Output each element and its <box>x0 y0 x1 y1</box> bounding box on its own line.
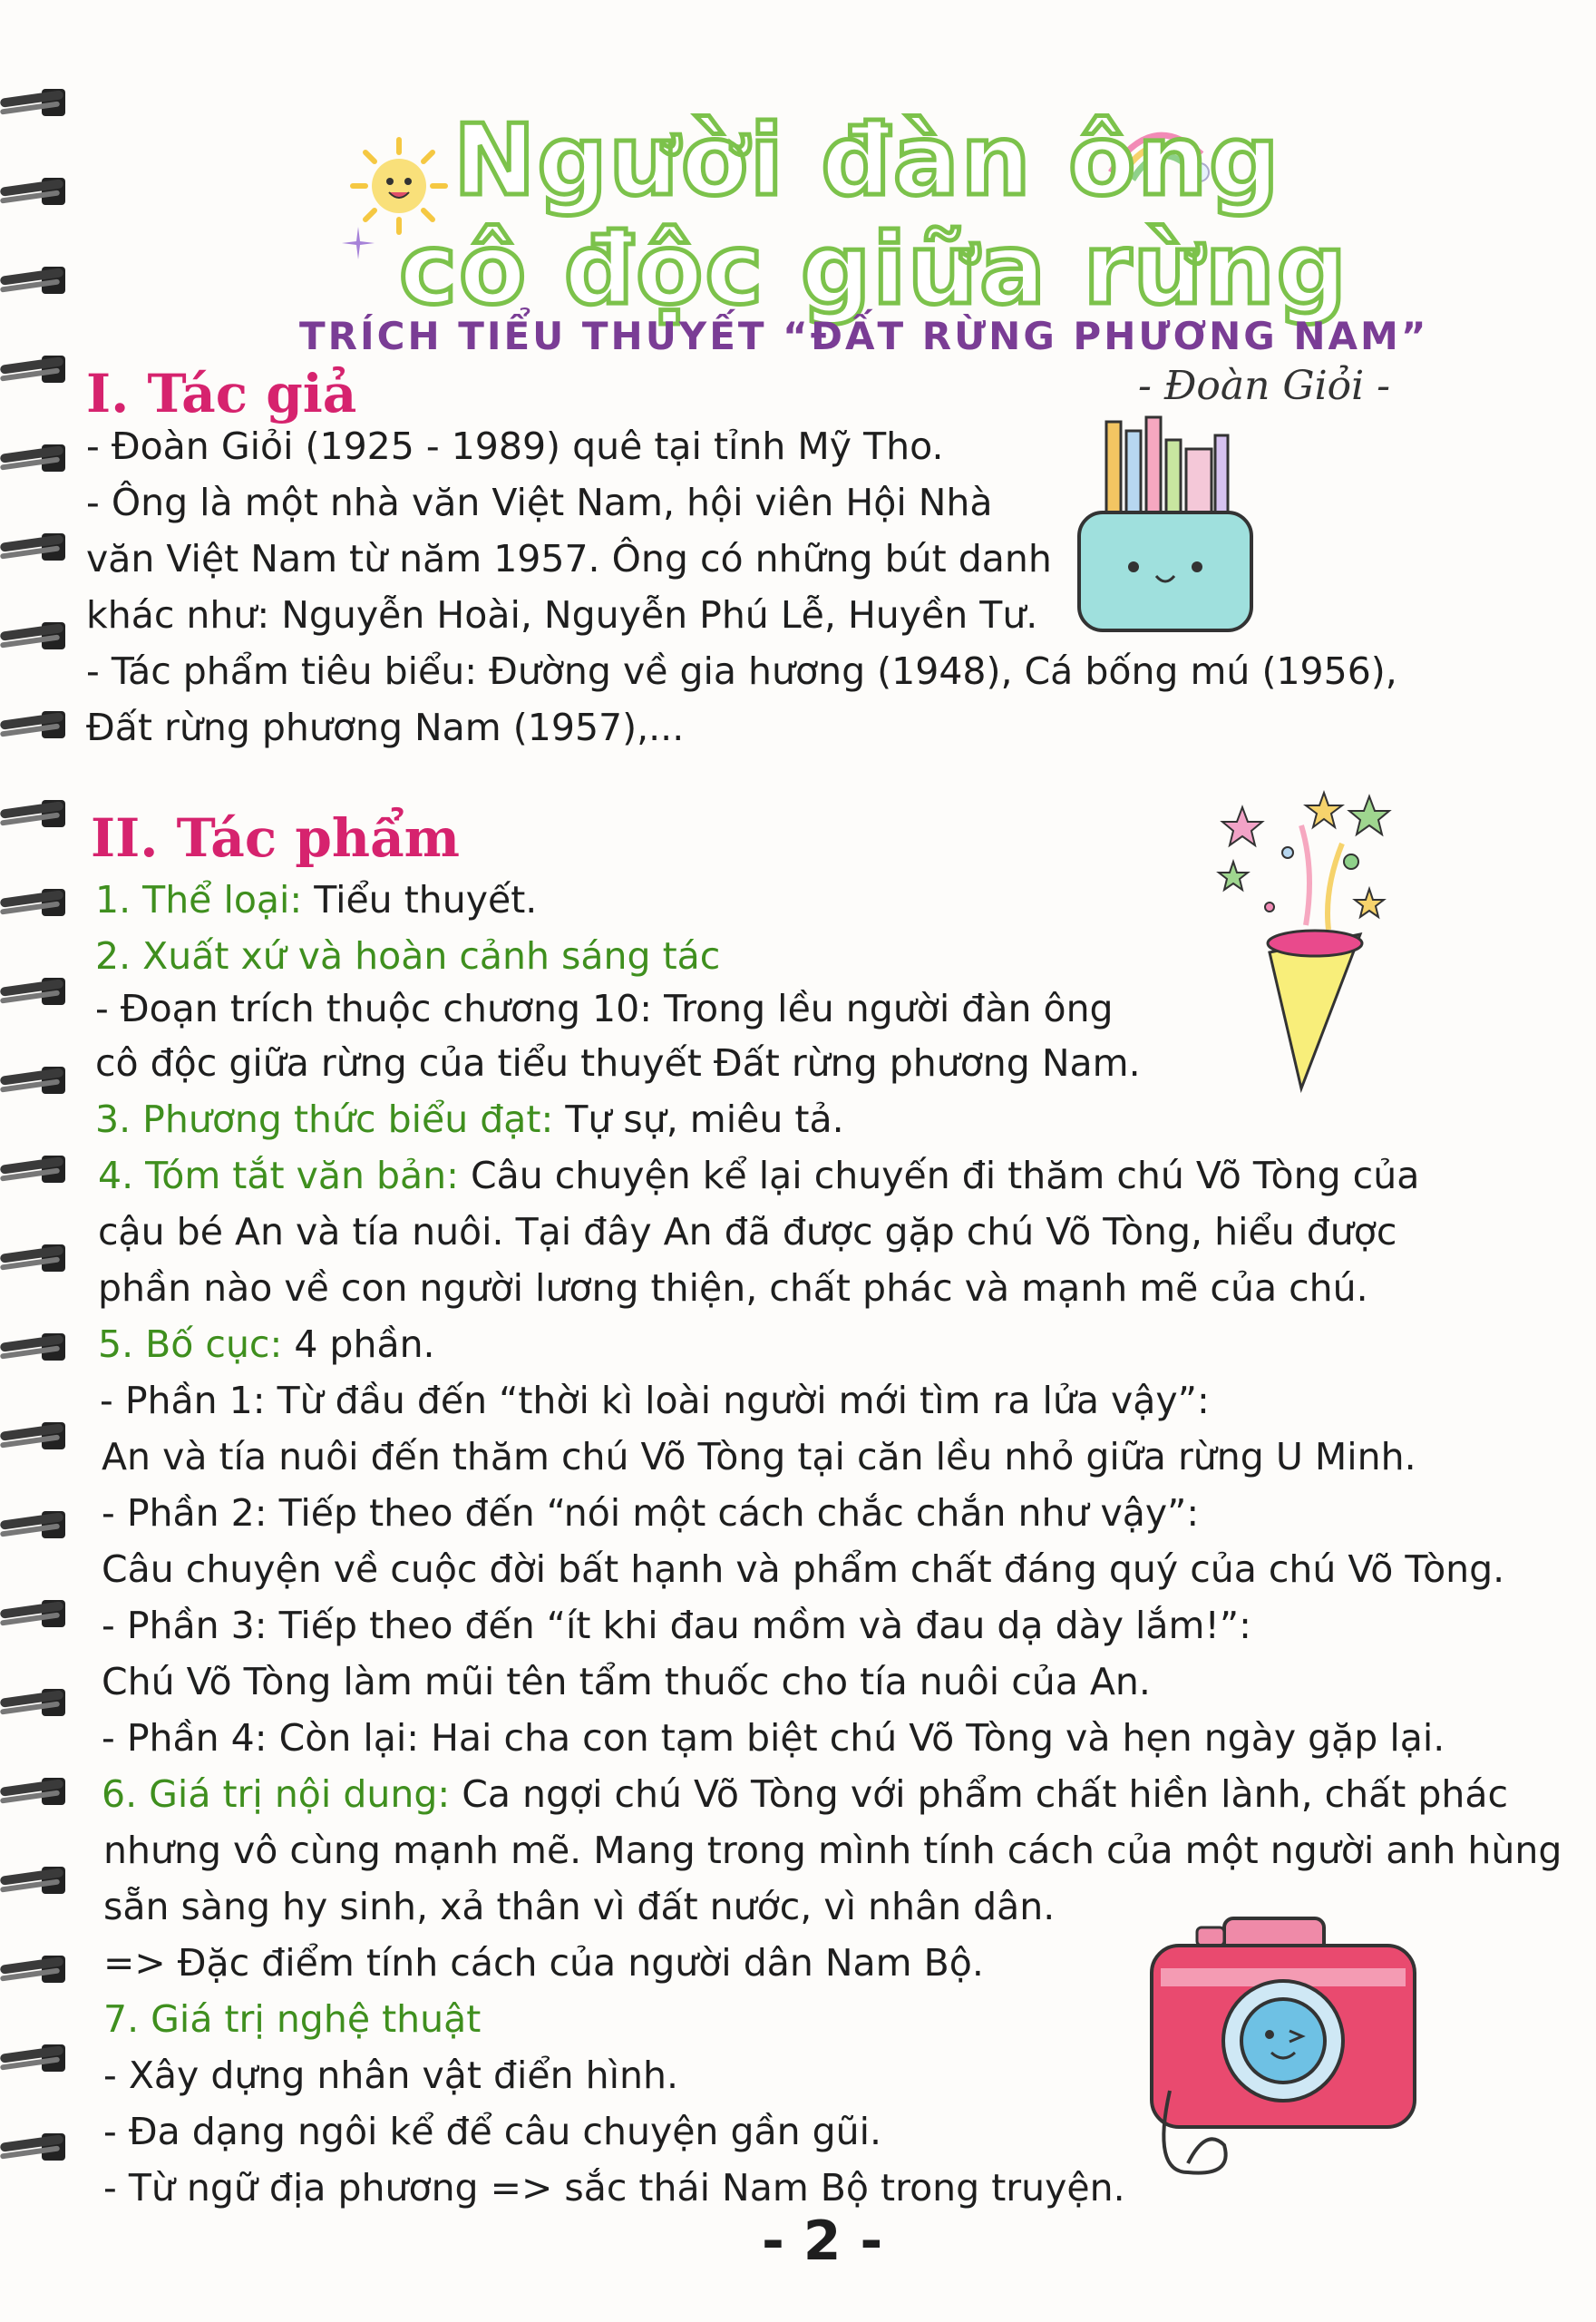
layout-line <box>98 1322 435 1366</box>
art-line: - Xây dựng nhân vật điển hình. <box>103 2054 679 2097</box>
summary-label: 4. Tóm tắt văn bản: <box>98 1154 459 1197</box>
spiral-ring <box>0 1237 73 1277</box>
content-line <box>102 1772 1508 1816</box>
subtitle: TRÍCH TIỂU THUYẾT “ĐẤT RỪNG PHƯƠNG NAM” <box>299 314 1429 358</box>
author-signature: - Đoàn Giỏi - <box>1138 363 1391 409</box>
layout-value: 4 phần. <box>282 1322 435 1366</box>
title-line-2: cô độc giữa rừng <box>399 213 1348 327</box>
layout-part: An và tía nuôi đến thăm chú Võ Tòng tại căn lều nhỏ giữa rừng U Minh. <box>102 1435 1416 1478</box>
title-line-1: Người đàn ông <box>453 104 1281 218</box>
layout-part: Chú Võ Tòng làm mũi tên tẩm thuốc cho tía nuôi của An. <box>102 1660 1151 1703</box>
section-heading-author: I. Tác giả <box>86 363 357 424</box>
content-line: nhưng vô cùng mạnh mẽ. Mang trong mình tính cách của một người anh hùng <box>103 1829 1562 1872</box>
spiral-ring <box>0 793 73 833</box>
spiral-ring <box>0 1593 73 1633</box>
spiral-ring <box>0 615 73 655</box>
spiral-ring <box>0 882 73 922</box>
spiral-ring <box>0 1059 73 1099</box>
layout-part: - Phần 1: Từ đầu đến “thời kì loài người mới tìm ra lửa vậy”: <box>100 1379 1210 1422</box>
page-title <box>399 104 1348 327</box>
spiral-ring <box>0 1415 73 1455</box>
pencil-cup-sticker <box>1070 413 1270 639</box>
spiral-ring <box>0 971 73 1010</box>
origin-line: - Đoạn trích thuộc chương 10: Trong lều người đàn ông <box>95 987 1114 1030</box>
summary-line: phần nào về con người lương thiện, chất phác và mạnh mẽ của chú. <box>98 1266 1368 1310</box>
spiral-ring <box>0 526 73 566</box>
summary-line <box>98 1154 1419 1197</box>
page-number: - 2 - <box>762 2210 883 2273</box>
layout-part: - Phần 3: Tiếp theo đến “ít khi đau mồm và đau dạ dày lắm!”: <box>102 1604 1251 1647</box>
content-first: Ca ngợi chú Võ Tòng với phẩm chất hiền lành, chất phác <box>450 1772 1509 1816</box>
content-line: sẵn sàng hy sinh, xả thân vì đất nước, vì nhân dân. <box>103 1885 1056 1928</box>
origin-line: cô độc giữa rừng của tiểu thuyết Đất rừng phương Nam. <box>95 1041 1141 1085</box>
spiral-ring <box>0 171 73 210</box>
genre-line <box>95 878 537 922</box>
art-line: - Từ ngữ địa phương => sắc thái Nam Bộ trong truyện. <box>103 2166 1125 2210</box>
spiral-ring <box>0 82 73 122</box>
section-heading-work: II. Tác phẩm <box>91 807 461 869</box>
origin-label: 2. Xuất xứ và hoàn cảnh sáng tác <box>95 934 721 978</box>
spiral-ring <box>0 1859 73 1899</box>
spiral-ring <box>0 437 73 477</box>
genre-value: Tiểu thuyết. <box>302 878 538 922</box>
spiral-ring <box>0 1682 73 1722</box>
author-line: Đất rừng phương Nam (1957),... <box>86 706 685 749</box>
spiral-ring <box>0 1326 73 1366</box>
sparkle-icon <box>340 225 376 261</box>
art-line: - Đa dạng ngôi kể để câu chuyện gần gũi. <box>103 2110 882 2153</box>
spiral-ring <box>0 2037 73 2077</box>
spiral-ring <box>0 1504 73 1544</box>
author-line: văn Việt Nam từ năm 1957. Ông có những bút danh <box>86 537 1052 580</box>
art-label: 7. Giá trị nghệ thuật <box>103 1997 482 2041</box>
layout-part: - Phần 2: Tiếp theo đến “nói một cách chắc chắn như vậy”: <box>102 1491 1200 1535</box>
spiral-ring <box>0 259 73 299</box>
spiral-ring <box>0 1148 73 1188</box>
spiral-ring <box>0 704 73 744</box>
content-label: 6. Giá trị nội dung: <box>102 1772 451 1816</box>
author-line: - Ông là một nhà văn Việt Nam, hội viên Hội Nhà <box>86 481 993 524</box>
spiral-ring <box>0 348 73 388</box>
spiral-ring <box>0 1771 73 1810</box>
mode-line <box>95 1098 844 1141</box>
author-line: - Đoàn Giỏi (1925 - 1989) quê tại tỉnh Mỹ Tho. <box>86 424 944 468</box>
author-line: - Tác phẩm tiêu biểu: Đường về gia hương (1948), Cá bống mú (1956), <box>86 649 1397 693</box>
genre-label: 1. Thể loại: <box>95 878 303 922</box>
mode-value: Tự sự, miêu tả. <box>553 1098 844 1141</box>
content-line: => Đặc điểm tính cách của người dân Nam Bộ. <box>103 1941 984 1985</box>
confetti-cone-sticker <box>1215 789 1406 1098</box>
camera-sticker <box>1134 1900 1460 2200</box>
mode-label: 3. Phương thức biểu đạt: <box>95 1098 554 1141</box>
summary-line: cậu bé An và tía nuôi. Tại đây An đã được gặp chú Võ Tòng, hiểu được <box>98 1210 1397 1254</box>
author-line: khác như: Nguyễn Hoài, Nguyễn Phú Lễ, Huyền Tư. <box>86 593 1038 637</box>
spiral-ring <box>0 1948 73 1988</box>
layout-part: Câu chuyện về cuộc đời bất hạnh và phẩm chất đáng quý của chú Võ Tòng. <box>102 1547 1505 1591</box>
layout-label: 5. Bố cục: <box>98 1322 283 1366</box>
spiral-ring <box>0 2126 73 2166</box>
summary-first: Câu chuyện kể lại chuyến đi thăm chú Võ Tòng của <box>458 1154 1420 1197</box>
layout-part: - Phần 4: Còn lại: Hai cha con tạm biệt chú Võ Tòng và hẹn ngày gặp lại. <box>102 1716 1445 1760</box>
